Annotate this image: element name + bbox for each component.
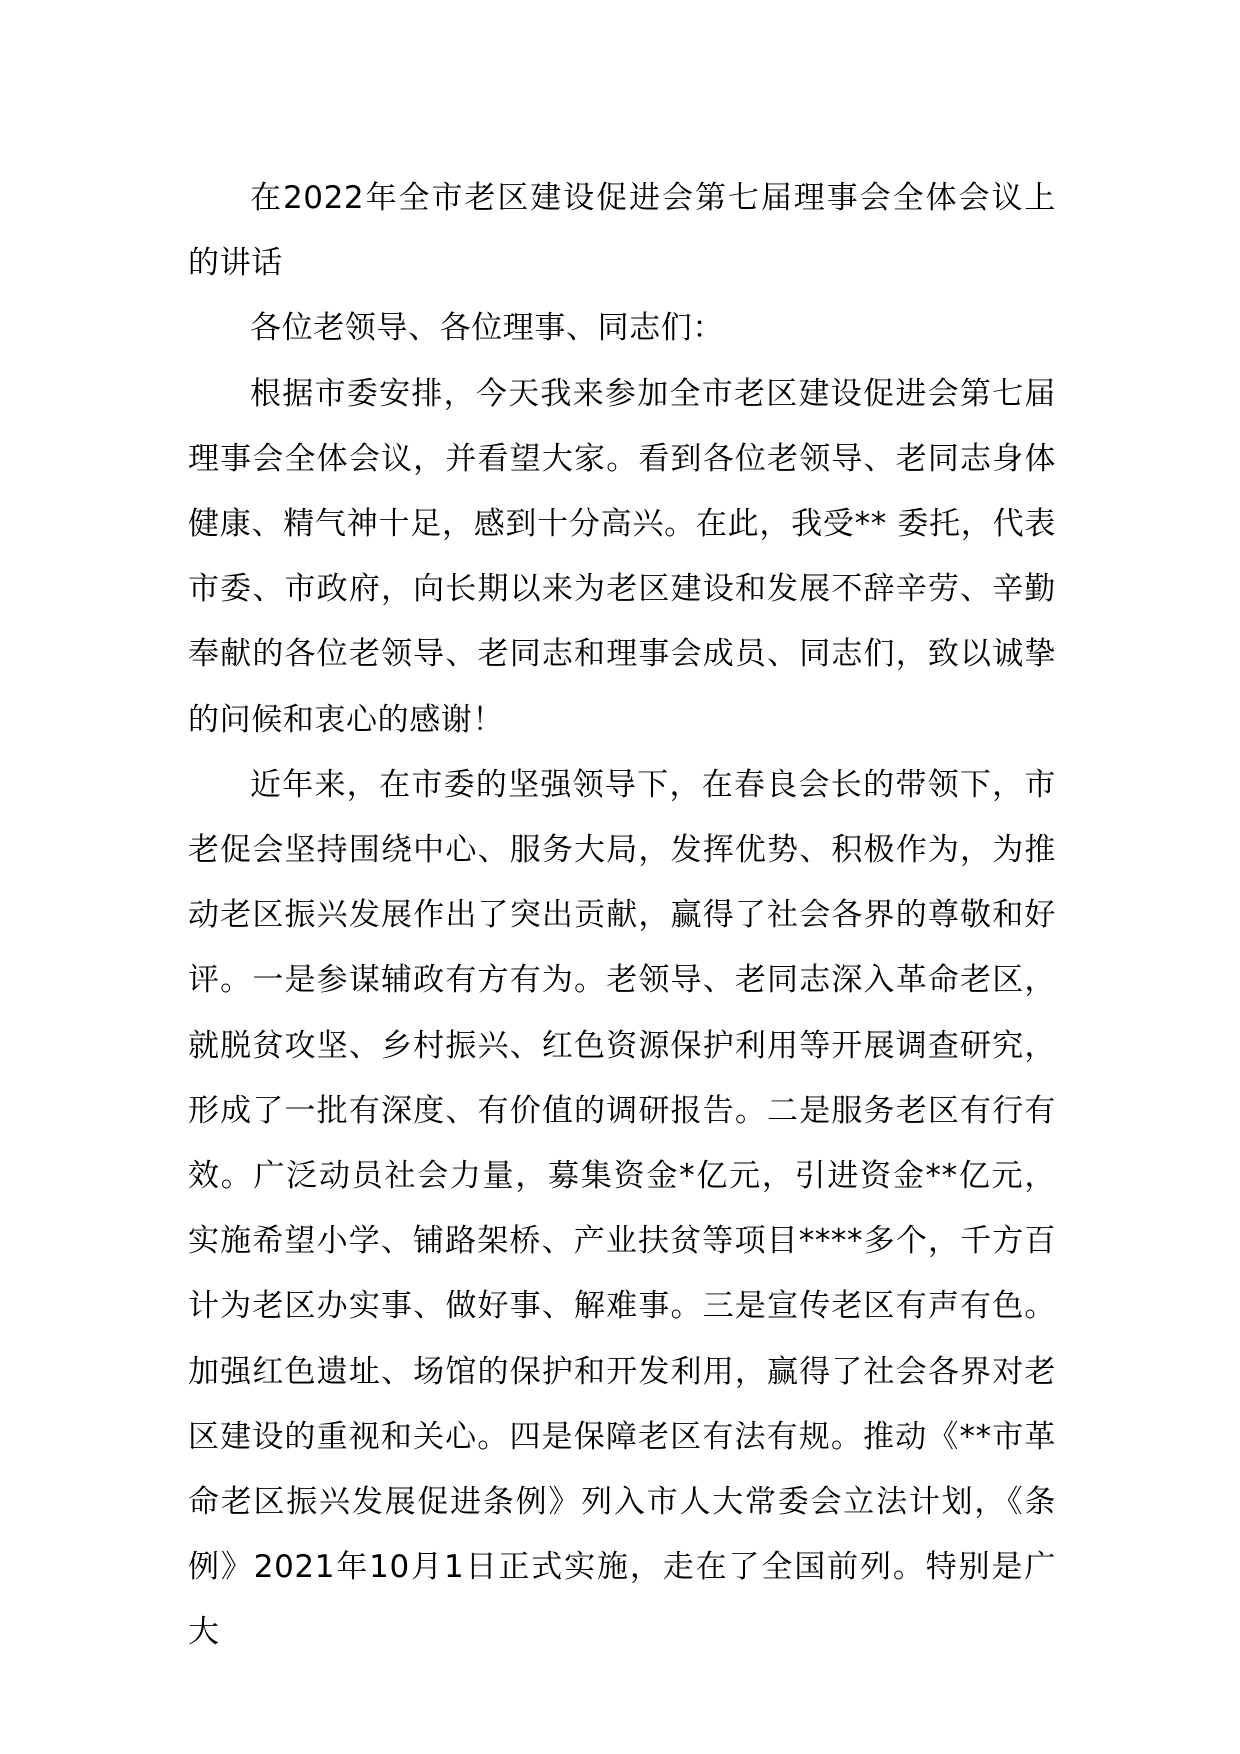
document-title: 在2022年全市老区建设促进会第七届理事会全体会议上的讲话 bbox=[188, 180, 1056, 282]
paragraph-2: 近年来，在市委的坚强领导下，在春良会长的带领下，市老促会坚持围绕中心、服务大局，发挥优势、积极作为，为推动老区振兴发展作出了突出贡献，赢得了社会各界的尊敬和好评。一是参谋辅政有方有为。老领导、老同志深入革命老区，就脱贫攻坚、乡村振兴、红色资源保护利用等开展调查研究，形成了一批有深度、有价值的调研报告。二是服务老区有行有效。广泛动员社会力量，募集资金*亿元，引进资金**亿元，实施希望小学、铺路架桥、产业扶贫等项目****多个，千方百计为老区办实事、做好事、解难事。三是宣传老区有声有色。加强红色遗址、场馆的保护和开发利用，赢得了社会各界对老区建设的重视和关心。四是保障老区有法有规。推动《**市革命老区振兴发展促进条例》列入市人大常委会立法计划，《条例》2021年10月1日正式实施，走在了全国前列。特别是广大 bbox=[188, 766, 1056, 1651]
salutation: 各位老领导、各位理事、同志们： bbox=[250, 310, 724, 347]
document-body bbox=[188, 166, 1056, 1666]
paragraph-1: 根据市委安排，今天我来参加全市老区建设促进会第七届理事会全体会议，并看望大家。看到各位老领导、老同志身体健康、精气神十足，感到十分高兴。在此，我受** 委托，代表市委、市政府，向长期以来为老区建设和发展不辞辛劳、辛勤奉献的各位老领导、老同志和理事会成员、同志们，致以诚挚的问候和衷心的感谢！ bbox=[188, 375, 1056, 738]
